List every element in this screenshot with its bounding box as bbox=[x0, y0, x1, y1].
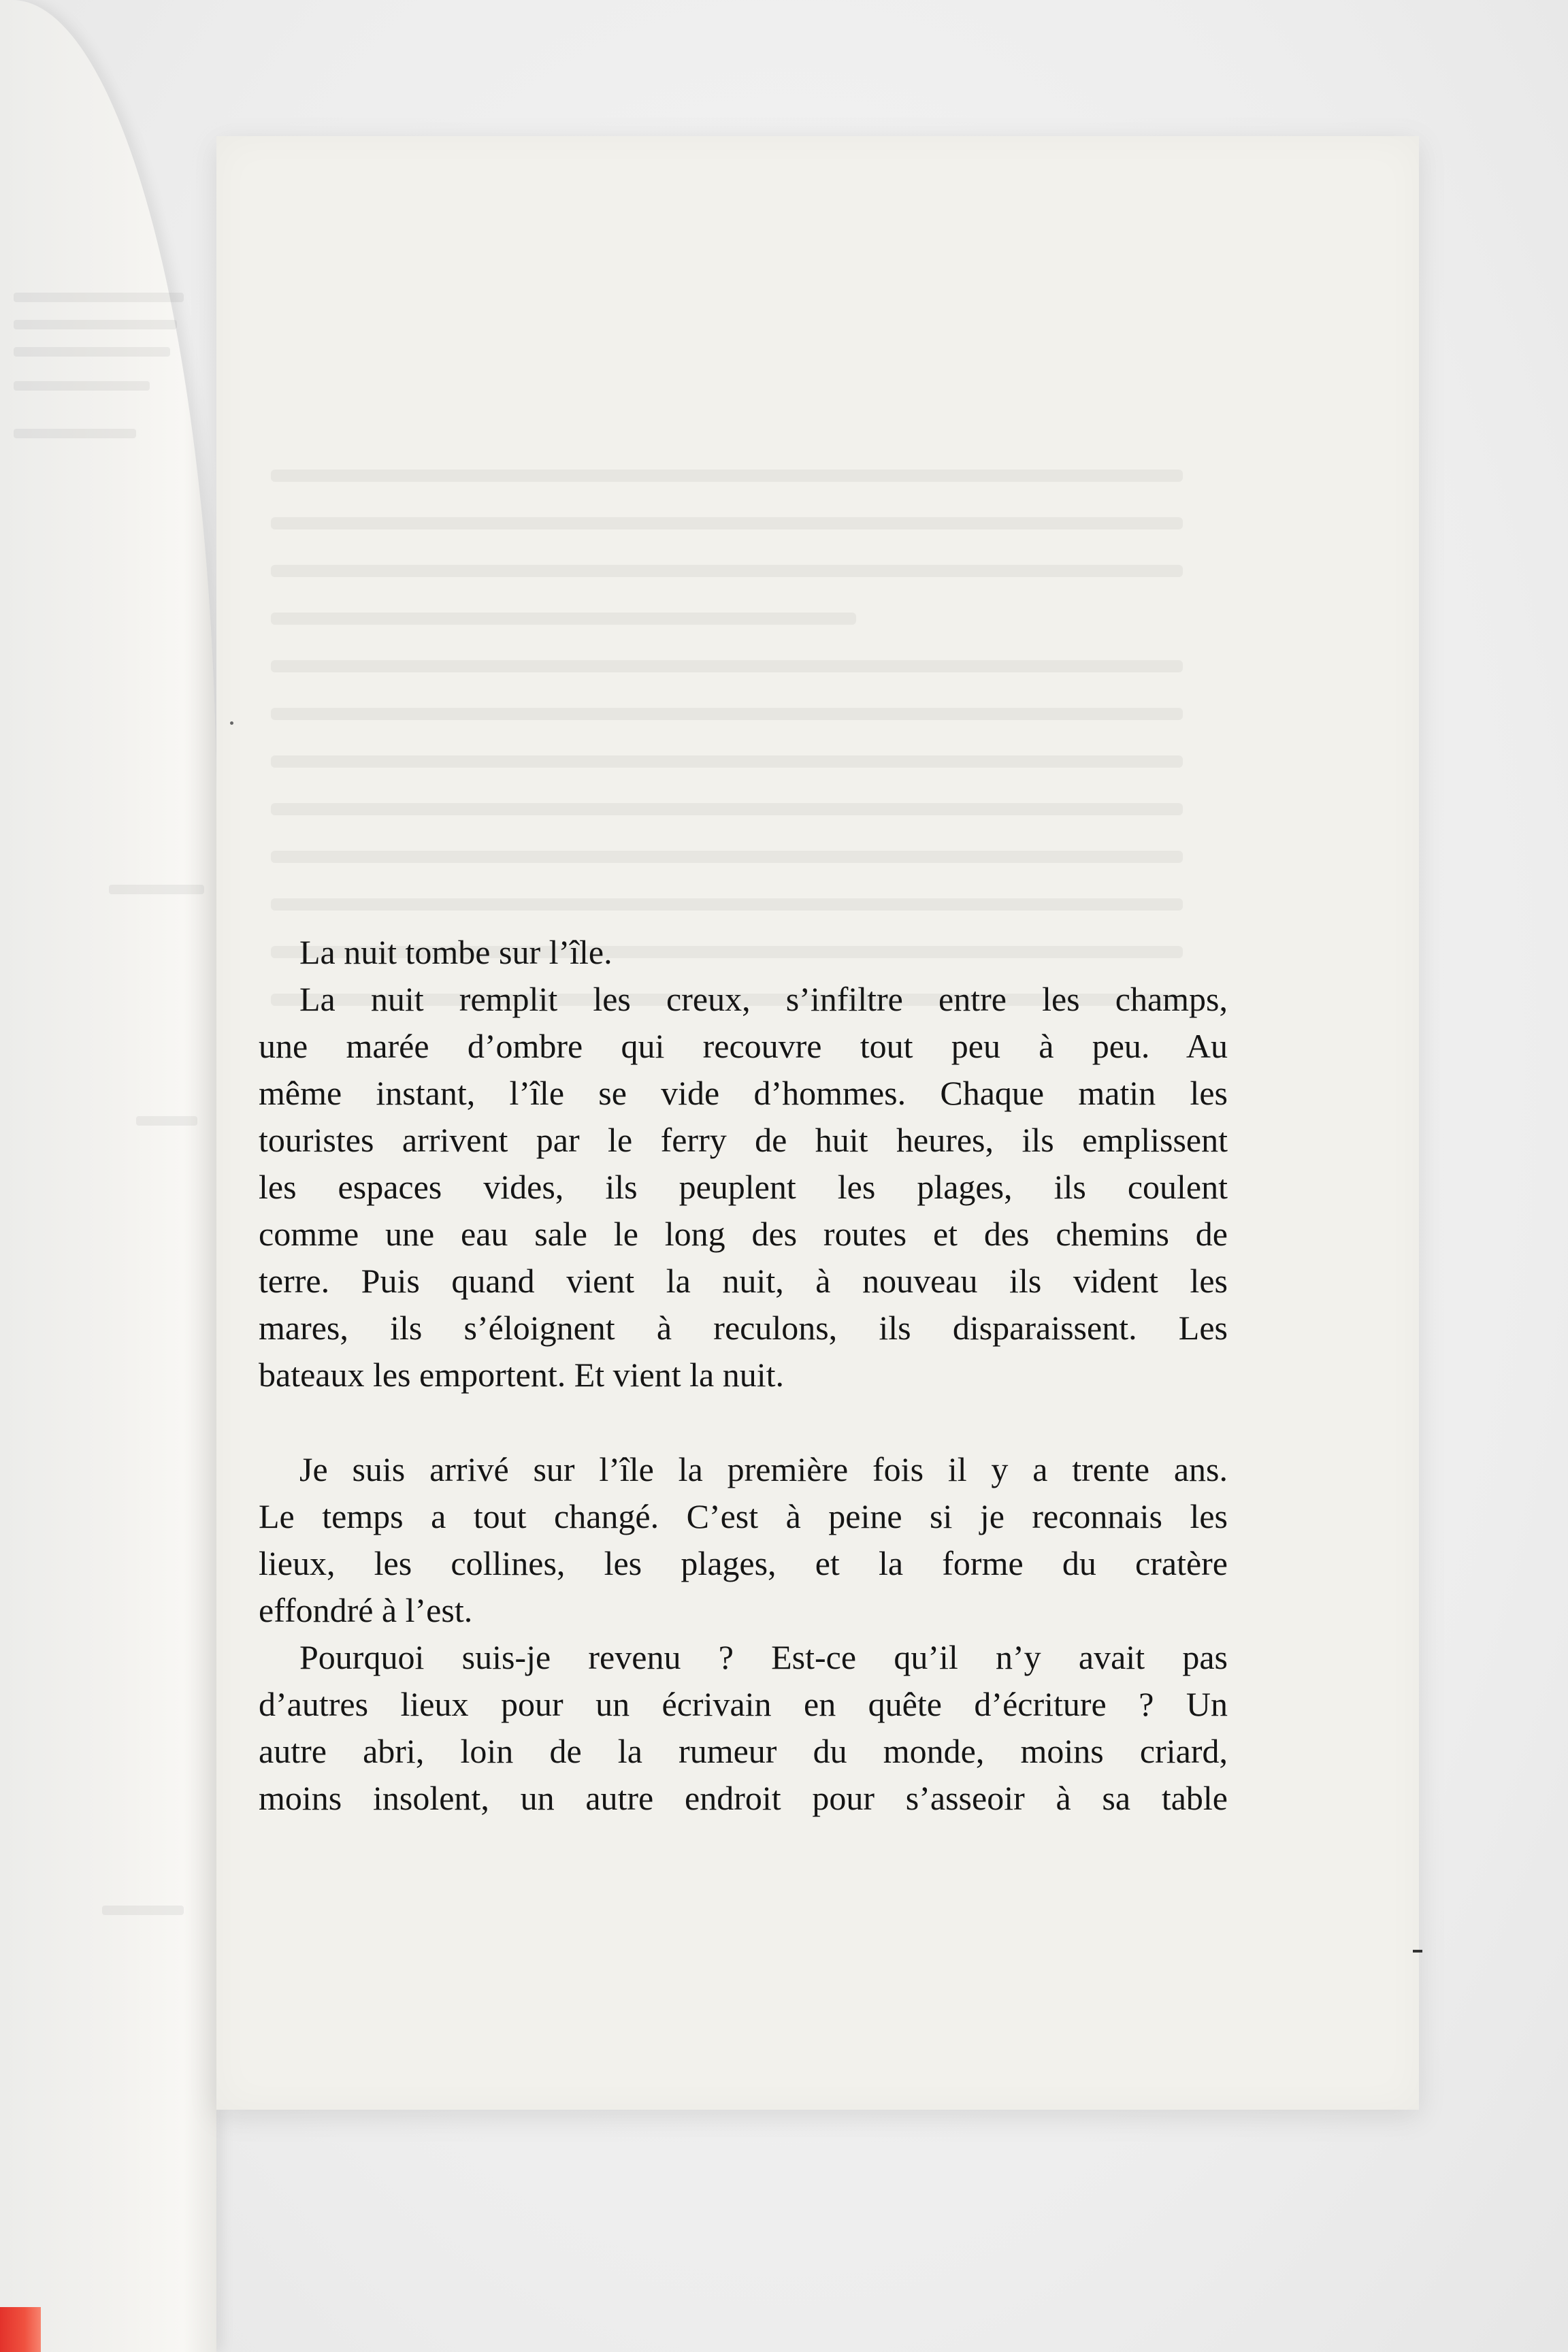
show-through-line bbox=[271, 660, 1183, 672]
text-line: touristes arrivent par le ferry de huit heures, ils emplissent bbox=[259, 1121, 1228, 1159]
left-page-ghost-text bbox=[136, 1116, 197, 1126]
text-line: même instant, l’île se vide d’hommes. Chaque matin les bbox=[259, 1074, 1228, 1112]
text-line: les espaces vides, ils peuplent les plages, ils coulent bbox=[259, 1168, 1228, 1206]
text-line: bateaux les emportent. Et vient la nuit. bbox=[259, 1356, 784, 1394]
text-line: Le temps a tout changé. C’est à peine si je reconnais les bbox=[259, 1497, 1228, 1535]
show-through-line bbox=[271, 755, 1183, 768]
red-bookmark bbox=[0, 2307, 41, 2352]
text-line: effondré à l’est. bbox=[259, 1591, 473, 1629]
text-line: autre abri, loin de la rumeur du monde, moins criard, bbox=[259, 1732, 1228, 1770]
text-line: terre. Puis quand vient la nuit, à nouveau ils vident les bbox=[259, 1262, 1228, 1300]
speck bbox=[230, 721, 233, 725]
text-line: une marée d’ombre qui recouvre tout peu à peu. Au bbox=[259, 1027, 1228, 1065]
left-page-ghost-text bbox=[14, 293, 184, 302]
text-line: d’autres lieux pour un écrivain en quête d’écriture ? Un bbox=[259, 1685, 1228, 1723]
text-line: lieux, les collines, les plages, et la forme du cratère bbox=[259, 1544, 1228, 1582]
text-line: La nuit remplit les creux, s’infiltre entre les champs, bbox=[299, 980, 1228, 1018]
paragraph-2 bbox=[259, 976, 1228, 1399]
left-page-ghost-text bbox=[14, 347, 170, 357]
book-page bbox=[216, 136, 1419, 2110]
left-page-ghost-text bbox=[14, 429, 136, 438]
left-page-ghost-text bbox=[14, 381, 150, 391]
page-edge-mark bbox=[1413, 1950, 1422, 1953]
text-line: Je suis arrivé sur l’île la première fois il y a trente ans. bbox=[299, 1450, 1228, 1488]
left-page-ghost-text bbox=[14, 320, 177, 329]
show-through-line bbox=[271, 898, 1183, 911]
body-text bbox=[259, 929, 1228, 1822]
show-through-line bbox=[271, 565, 1183, 577]
show-through-line bbox=[271, 851, 1183, 863]
paragraph-3 bbox=[259, 1446, 1228, 1634]
left-page-ghost-text bbox=[109, 885, 204, 894]
show-through-line bbox=[271, 517, 1183, 529]
paragraph-4 bbox=[259, 1634, 1228, 1822]
text-line: La nuit tombe sur l’île. bbox=[299, 933, 612, 971]
paragraph-1 bbox=[259, 929, 1228, 976]
left-page-ghost-text bbox=[102, 1906, 184, 1915]
text-line: moins insolent, un autre endroit pour s’asseoir à sa table bbox=[259, 1779, 1228, 1817]
show-through-line bbox=[271, 612, 856, 625]
show-through-line bbox=[271, 708, 1183, 720]
show-through-line bbox=[271, 470, 1183, 482]
show-through-line bbox=[271, 803, 1183, 815]
paragraph-gap bbox=[259, 1399, 1228, 1446]
text-line: Pourquoi suis-je revenu ? Est-ce qu’il n’y avait pas bbox=[299, 1638, 1228, 1676]
text-line: mares, ils s’éloignent à reculons, ils disparaissent. Les bbox=[259, 1309, 1228, 1347]
text-line: comme une eau sale le long des routes et des chemins de bbox=[259, 1215, 1228, 1253]
